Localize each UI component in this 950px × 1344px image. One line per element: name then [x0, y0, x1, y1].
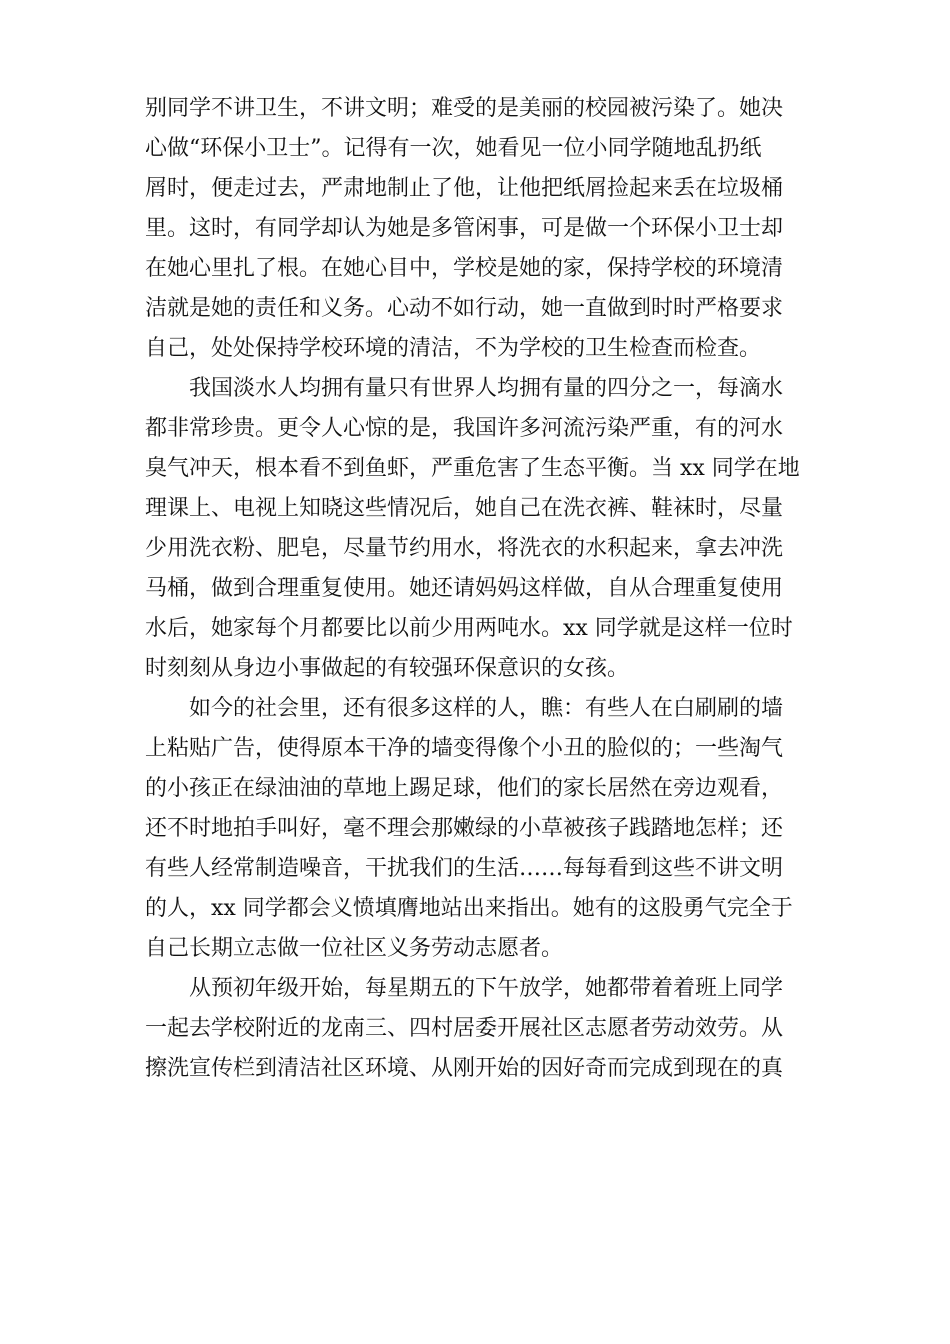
text-line: 心做“环保小卫士”。记得有一次，她看见一位小同学随地乱扔纸 — [145, 136, 762, 161]
document-body — [145, 89, 805, 1089]
text-line: 少用洗衣粉、肥皂，尽量节约用水，将洗衣的水积起来，拿去冲洗 — [145, 536, 784, 561]
text-line: 自己长期立志做一位社区义务劳动志愿者。 — [145, 936, 564, 961]
text-line: 擦洗宣传栏到清洁社区环境、从刚开始的因好奇而完成到现在的真 — [145, 1056, 784, 1081]
text-line: 时刻刻从身边小事做起的有较强环保意识的女孩。 — [145, 656, 630, 681]
text-line: 还不时地拍手叫好，毫不理会那嫩绿的小草被孩子践踏地怎样；还 — [145, 816, 784, 841]
text-line: 水后，她家每个月都要比以前少用两吨水。xx 同学就是这样一位时 — [145, 616, 793, 641]
text-line: 屑时，便走过去，严肃地制止了他，让他把纸屑捡起来丢在垃圾桶 — [145, 176, 784, 201]
text-line: 在她心里扎了根。在她心目中，学校是她的家，保持学校的环境清 — [145, 256, 784, 281]
text-line: 臭气冲天，根本看不到鱼虾，严重危害了生态平衡。当 xx 同学在地 — [145, 456, 800, 481]
text-line: 别同学不讲卫生，不讲文明；难受的是美丽的校园被污染了。她决 — [145, 96, 784, 121]
text-line: 马桶，做到合理重复使用。她还请妈妈这样做，自从合理重复使用 — [145, 576, 784, 601]
text-line: 上粘贴广告，使得原本干净的墙变得像个小丑的脸似的；一些淘气 — [145, 736, 784, 761]
text-line: 都非常珍贵。更令人心惊的是，我国许多河流污染严重，有的河水 — [145, 416, 784, 441]
paragraph-start-line: 我国淡水人均拥有量只有世界人均拥有量的四分之一，每滴水 — [189, 376, 784, 401]
text-line: 的小孩正在绿油油的草地上踢足球，他们的家长居然在旁边观看， — [145, 776, 784, 801]
text-line: 理课上、电视上知晓这些情况后，她自己在洗衣裤、鞋袜时，尽量 — [145, 496, 784, 521]
paragraph-start-line: 从预初年级开始，每星期五的下午放学，她都带着着班上同学 — [189, 976, 784, 1001]
text-line: 有些人经常制造噪音，干扰我们的生活……每每看到这些不讲文明 — [145, 856, 784, 881]
text-line: 里。这时，有同学却认为她是多管闲事，可是做一个环保小卫士却 — [145, 216, 784, 241]
paragraph-start-line: 如今的社会里，还有很多这样的人，瞧：有些人在白刷刷的墙 — [189, 696, 784, 721]
text-line: 洁就是她的责任和义务。心动不如行动，她一直做到时时严格要求 — [145, 296, 784, 321]
text-line: 一起去学校附近的龙南三、四村居委开展社区志愿者劳动效劳。从 — [145, 1016, 784, 1041]
text-line: 的人，xx 同学都会义愤填膺地站出来指出。她有的这股勇气完全于 — [145, 896, 793, 921]
text-line: 自己，处处保持学校环境的清洁，不为学校的卫生检查而检查。 — [145, 336, 762, 361]
